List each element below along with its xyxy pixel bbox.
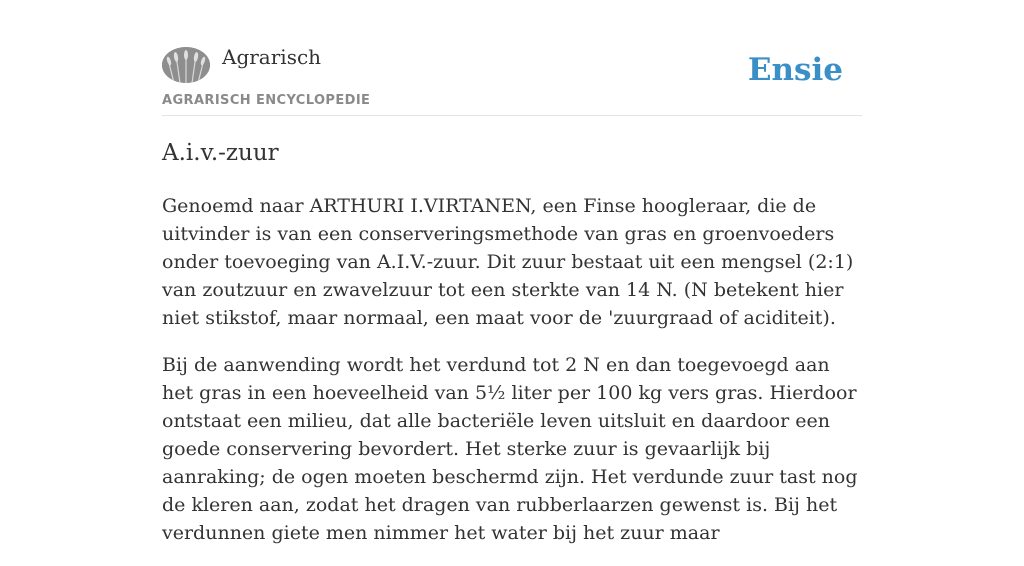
entry-body — [162, 192, 862, 566]
page-container — [162, 0, 862, 544]
entry-title: A.i.v.-zuur — [162, 140, 279, 166]
brand-logo-link[interactable]: Ensie — [747, 52, 843, 88]
entry-paragraph: Bij de aanwending wordt het verdund tot 2 N en dan toegevoegd aan het gras in een hoeveelheid van 5½ liter per 100 kg vers gras. Hierdoor ontstaat een milieu, dat alle bacteriële leven uitsluit en daardoor een goede conservering bevordert. Het sterke zuur is gevaarlijk bij aanraking; de ogen moeten beschermd zijn. Het verdunde zuur tast nog de kleren aan, zodat het dragen van rubberlaarzen gewenst is. Bij het verdunnen giete men nimmer het water bij het zuur maar — [162, 354, 858, 544]
publication-subtitle: AGRARISCH ENCYCLOPEDIE — [162, 93, 371, 108]
publication-title[interactable]: Agrarisch — [222, 45, 322, 69]
entry-paragraph: Genoemd naar ARTHURI I.VIRTANEN, een Finse hoogleraar, die de uitvinder is van een conserveringsmethode van gras en groenvoeders onder toevoeging van A.I.V.-zuur. Dit zuur bestaat uit een mengsel (2:1) van zoutzuur en zwavelzuur tot een sterkte van 14 N. (N betekent hier niet stikstof, maar normaal, een maat voor de 'zuurgraad of aciditeit). — [162, 195, 854, 329]
wheat-ears-icon[interactable] — [162, 47, 210, 83]
publication-header — [162, 0, 862, 116]
